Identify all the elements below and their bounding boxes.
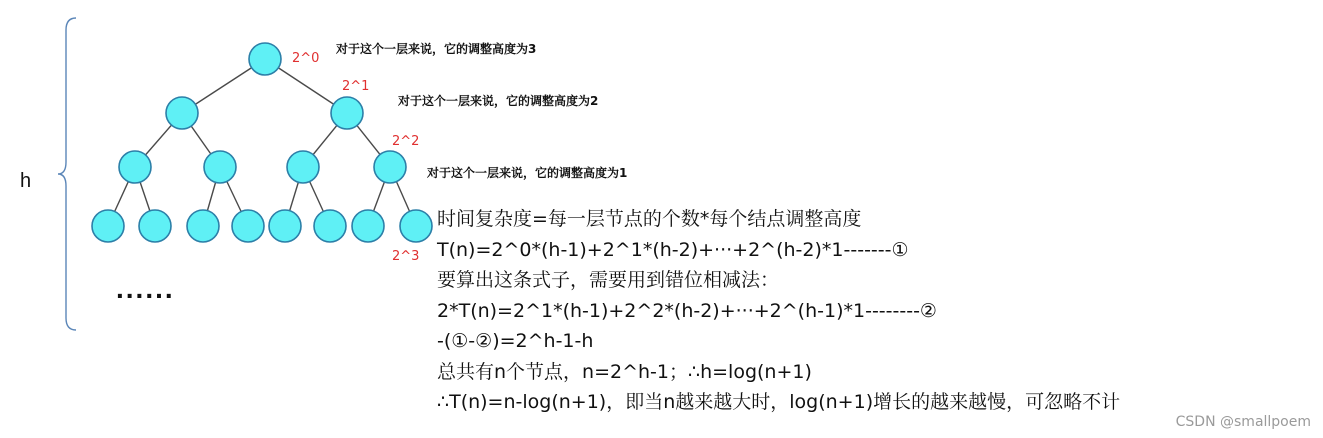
tree-node-level-3 (187, 210, 219, 242)
tree-node-level-1 (166, 97, 198, 129)
derivation-line: 时间复杂度=每一层节点的个数*每个结点调整高度 (437, 208, 862, 230)
tree-node-level-3 (232, 210, 264, 242)
level-label-3: 2^3 (392, 249, 420, 264)
tree-node-level-1 (331, 97, 363, 129)
level-label-2: 2^2 (392, 134, 420, 149)
derivation-line: ∴T(n)=n-log(n+1)，即当n越来越大时，log(n+1)增长的越来越慢，可忽略不计 (437, 391, 1121, 413)
derivation-line: -(①-②)=2^h-1-h (437, 330, 594, 352)
adjust-height-note-1: 对于这个一层来说，它的调整高度为1 (427, 166, 628, 180)
adjust-height-note-2: 对于这个一层来说，它的调整高度为2 (398, 94, 599, 108)
tree-node-level-2 (119, 151, 151, 183)
tree-node-level-2 (204, 151, 236, 183)
tree-edges (108, 59, 416, 226)
tree-node-level-3 (400, 210, 432, 242)
tree-node-level-3 (269, 210, 301, 242)
tree-nodes (92, 43, 432, 242)
level-label-0: 2^0 (292, 51, 320, 66)
derivation-line: 2*T(n)=2^1*(h-1)+2^2*(h-2)+···+2^(h-1)*1--------② (437, 299, 937, 322)
level-label-1: 2^1 (342, 79, 370, 94)
tree-node-level-2 (287, 151, 319, 183)
adjust-height-note-3: 对于这个一层来说，它的调整高度为3 (336, 42, 537, 56)
tree-node-level-3 (314, 210, 346, 242)
complexity-derivation (437, 204, 1323, 418)
tree-node-level-2 (374, 151, 406, 183)
derivation-line: 总共有n个节点，n=2^h-1；∴h=log(n+1) (437, 360, 812, 383)
csdn-watermark: CSDN @smallpoem (1175, 414, 1311, 430)
continuation-ellipsis: ...... (116, 273, 175, 304)
tree-node-level-3 (352, 210, 384, 242)
tree-node-level-3 (92, 210, 124, 242)
height-label: h (20, 170, 32, 192)
derivation-line: 要算出这条式子，需要用到错位相减法： (437, 269, 780, 291)
tree-node-level-0 (249, 43, 281, 75)
height-brace (58, 18, 76, 330)
derivation-line: T(n)=2^0*(h-1)+2^1*(h-2)+···+2^(h-2)*1-------① (437, 238, 909, 261)
tree-node-level-3 (139, 210, 171, 242)
